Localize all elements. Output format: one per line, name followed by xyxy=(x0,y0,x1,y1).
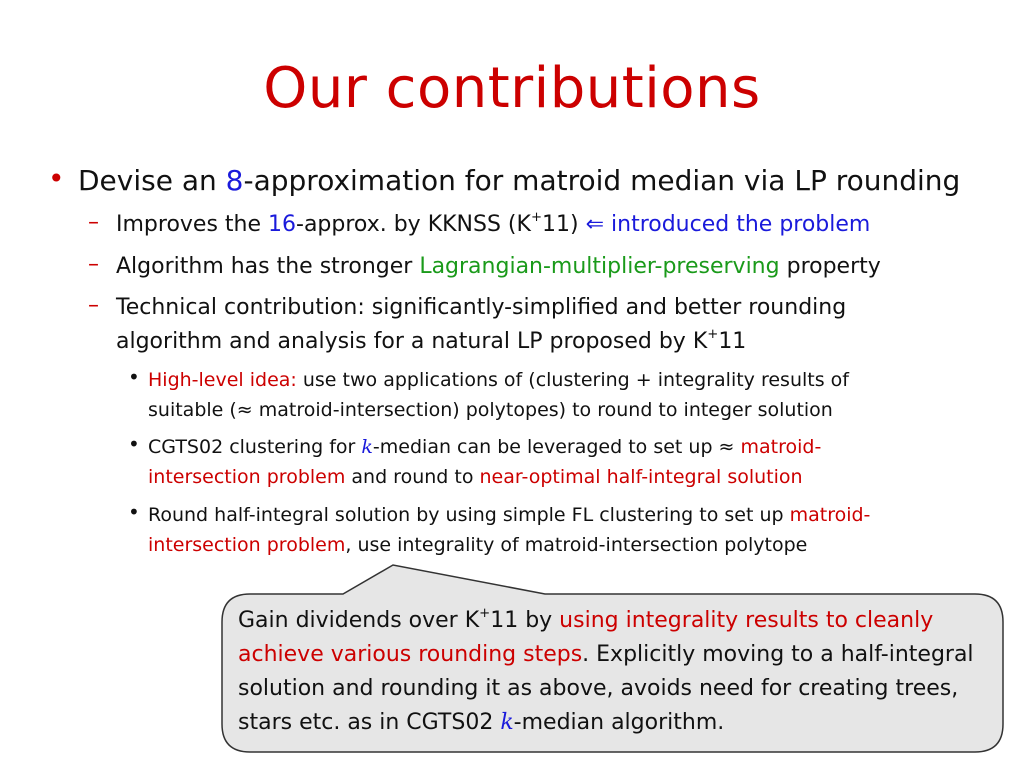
dash-marker: – xyxy=(88,210,99,235)
text: CGTS02 clustering for xyxy=(148,436,362,458)
text: 11) xyxy=(542,212,586,237)
slide-title: Our contributions xyxy=(263,56,761,121)
text: Round half-integral solution by using simple FL clustering to set up xyxy=(148,504,790,526)
highlight: intersection problem xyxy=(148,466,346,488)
text: solution and rounding it as above, avoids need for creating trees, xyxy=(238,676,959,701)
text: . Explicitly moving to a half-integral xyxy=(582,642,974,667)
lmp-highlight: Lagrangian-multiplier-preserving xyxy=(419,254,780,279)
bullet-marker: • xyxy=(128,432,140,456)
text: suitable (≈ matroid-intersection) polytopes) to round to integer solution xyxy=(148,399,833,421)
text: Technical contribution: significantly-simplified and better rounding xyxy=(116,295,847,320)
dash-marker: – xyxy=(88,293,99,318)
highlight: matroid- xyxy=(740,436,822,458)
text: algorithm and analysis for a natural LP proposed by K xyxy=(116,329,708,354)
note: introduced the problem xyxy=(611,212,871,237)
text-line xyxy=(238,638,998,672)
highlight: near-optimal half-integral solution xyxy=(479,466,803,488)
highlight: using integrality results to cleanly xyxy=(559,608,934,633)
highlight: intersection problem xyxy=(148,534,346,556)
superscript: + xyxy=(479,605,491,621)
text: Gain dividends over K xyxy=(238,608,480,633)
dash-marker: – xyxy=(88,252,99,277)
text: 11 by xyxy=(490,608,560,633)
text: -median algorithm. xyxy=(513,710,725,735)
text: Improves the xyxy=(116,212,269,237)
text: use two applications of (clustering + integrality results of xyxy=(296,369,849,391)
text: 11 xyxy=(718,329,747,354)
approx-factor: 8 xyxy=(225,164,244,197)
superscript: + xyxy=(707,326,719,342)
text-line xyxy=(238,706,998,740)
text: -approx. by KKNSS (K xyxy=(296,212,531,237)
superscript: + xyxy=(530,209,542,225)
highlight: matroid- xyxy=(789,504,871,526)
left-arrow-icon: ⇐ xyxy=(585,212,605,237)
text-line xyxy=(238,604,998,638)
text: Devise an xyxy=(78,164,226,197)
text: property xyxy=(779,254,881,279)
text: , use integrality of matroid-intersection polytope xyxy=(345,534,808,556)
prev-factor: 16 xyxy=(268,212,297,237)
label: High-level idea: xyxy=(148,369,297,391)
bullet-marker: • xyxy=(128,365,140,389)
bullet-marker: • xyxy=(48,162,65,195)
text: and round to xyxy=(345,466,480,488)
text: Algorithm has the stronger xyxy=(116,254,420,279)
text: stars etc. as in CGTS02 xyxy=(238,710,501,735)
text: -approximation for matroid median via LP rounding xyxy=(243,164,961,197)
k-symbol: k xyxy=(500,710,514,735)
callout-text xyxy=(238,604,998,740)
bullet-marker: • xyxy=(128,500,140,524)
highlight: achieve various rounding steps xyxy=(238,642,583,667)
text: -median can be leveraged to set up ≈ xyxy=(372,436,741,458)
k-symbol: k xyxy=(361,436,373,458)
